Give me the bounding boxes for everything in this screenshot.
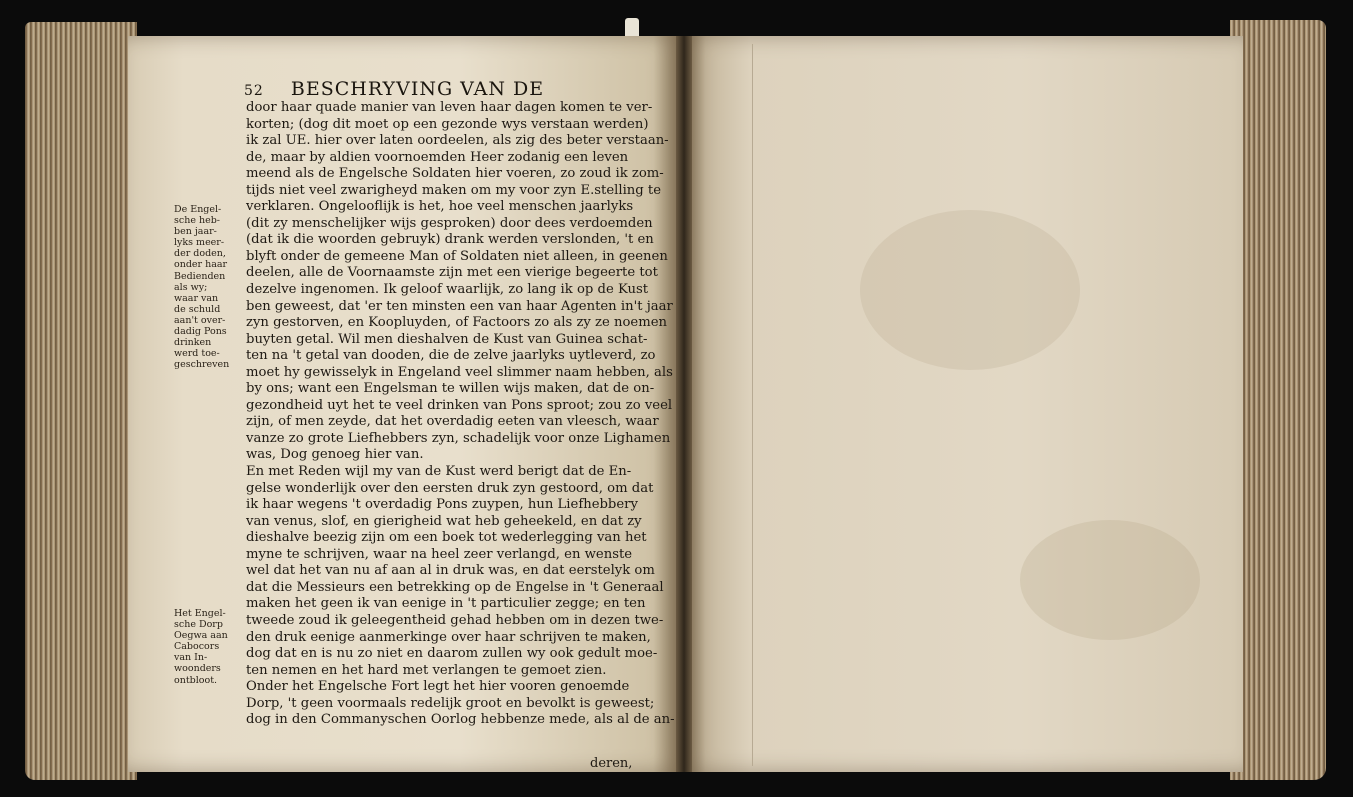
text-line: van venus, slof, en gierigheid wat heb geheekeld, en dat zy: [246, 513, 642, 529]
text-line: maken het geen ik van eenige in 't particulier zegge; en ten: [246, 596, 646, 612]
text-line: ik zal UE. hier over laten oordeelen, als zig des beter verstaan-: [246, 133, 669, 149]
text-line: dat die Messieurs een betrekking op de Engelse in 't Generaal: [246, 579, 664, 595]
text-line: dog dat en is nu zo niet en daarom zullen wy ook gedult moe-: [246, 646, 658, 662]
book-page-edges-right: [1230, 20, 1326, 780]
text-line: buyten getal. Wil men dieshalven de Kust van Guinea schat-: [246, 331, 648, 347]
page-number: 52: [244, 83, 264, 99]
text-line: Dorp, 't geen voormaals redelijk groot en bevolkt is geweest;: [246, 695, 655, 711]
plate-mark-line: [752, 44, 753, 766]
paper-stain: [860, 210, 1080, 370]
text-line: was, Dog genoeg hier van.: [246, 447, 424, 463]
margin-note: [174, 204, 244, 370]
margin-note-text: De Engel- sche heb- ben jaar- lyks meer- der doden, onder haar Bedienden als wy; waar van de schuld aan't over- dadig Pons drinken werd toe- geschreven: [174, 204, 230, 371]
text-line: de, maar by aldien voornoemden Heer zodanig een leven: [246, 149, 629, 165]
text-line: den druk eenige aanmerkinge over haar schrijven te maken,: [246, 629, 651, 645]
running-header: [244, 78, 674, 102]
text-line: gelse wonderlijk over den eersten druk zyn gestoord, om dat: [246, 480, 654, 496]
text-line: ben geweest, dat 'er ten minsten een van haar Agenten in't jaar: [246, 298, 673, 314]
text-line: dieshalve beezig zijn om een boek tot wederlegging van het: [246, 530, 647, 546]
text-line: tweede zoud ik geleegentheid gehad hebben om in dezen twe-: [246, 612, 664, 628]
margin-note-text: Het Engel- sche Dorp Oegwa aan Cabocors van In- woonders ontbloot.: [174, 608, 228, 686]
text-line: vanze zo grote Liefhebbers zyn, schadelijk voor onze Lighamen: [246, 430, 671, 446]
text-line: zijn, of men zeyde, dat het overdadig eeten van vleesch, waar: [246, 414, 659, 430]
text-line: moet hy gewisselyk in Engeland veel slimmer naam hebben, als: [246, 364, 673, 380]
text-line: gezondheid uyt het te veel drinken van Pons sproot; zou zo veel: [246, 397, 673, 413]
text-line: myne te schrijven, waar na heel zeer verlangd, en wenste: [246, 546, 633, 562]
text-line: dezelve ingenomen. Ik geloof waarlijk, zo lang ik op de Kust: [246, 282, 649, 298]
text-line: ik haar wegens 't overdadig Pons zuypen, hun Liefhebbery: [246, 497, 638, 513]
margin-note: [174, 608, 244, 686]
text-line: verklaren. Ongelooflijk is het, hoe veel menschen jaarlyks: [246, 199, 634, 215]
running-title: BESCHRYVING VAN DE: [290, 78, 545, 100]
text-line: (dit zy menschelijker wijs gesproken) door dees verdoemden: [246, 215, 653, 231]
text-line: Onder het Engelsche Fort legt het hier vooren genoemde: [246, 679, 630, 695]
text-line: tijds niet veel zwarigheyd maken om my voor zyn E.stelling te: [246, 182, 662, 198]
right-page-blank: [683, 36, 1243, 772]
text-line: blyft onder de gemeene Man of Soldaten niet alleen, in geenen: [246, 248, 668, 264]
text-line: dog in den Commanyschen Oorlog hebbenze mede, als al de an-: [246, 712, 675, 728]
book-gutter: [676, 36, 692, 772]
text-line: En met Reden wijl my van de Kust werd berigt dat de En-: [246, 464, 632, 480]
catchword: deren,: [590, 756, 633, 771]
text-line: ten na 't getal van dooden, die de zelve jaarlyks uytleverd, zo: [246, 348, 656, 364]
paper-stain: [1020, 520, 1200, 640]
text-line: korten; (dog dit moet op een gezonde wys verstaan werden): [246, 116, 649, 132]
text-line: (dat ik die woorden gebruyk) drank werden verslonden, 't en: [246, 232, 654, 248]
text-line: door haar quade manier van leven haar dagen komen te ver-: [246, 100, 653, 115]
text-line: zyn gestorven, en Koopluyden, of Factoors zo als zy ze noemen: [246, 315, 668, 331]
book-page-edges-left: [25, 22, 137, 780]
text-line: ten nemen en het hard met verlangen te gemoet zien.: [246, 662, 607, 678]
text-line: meend als de Engelsche Soldaten hier voeren, zo zoud ik zom-: [246, 166, 664, 182]
body-text: [246, 100, 675, 729]
text-line: deelen, alle de Voornaamste zijn met een vierige begeerte tot: [246, 265, 658, 281]
text-line: by ons; want een Engelsman te willen wijs maken, dat de on-: [246, 381, 655, 397]
text-line: wel dat het van nu af aan al in druk was, en dat eerstelyk om: [246, 563, 655, 579]
